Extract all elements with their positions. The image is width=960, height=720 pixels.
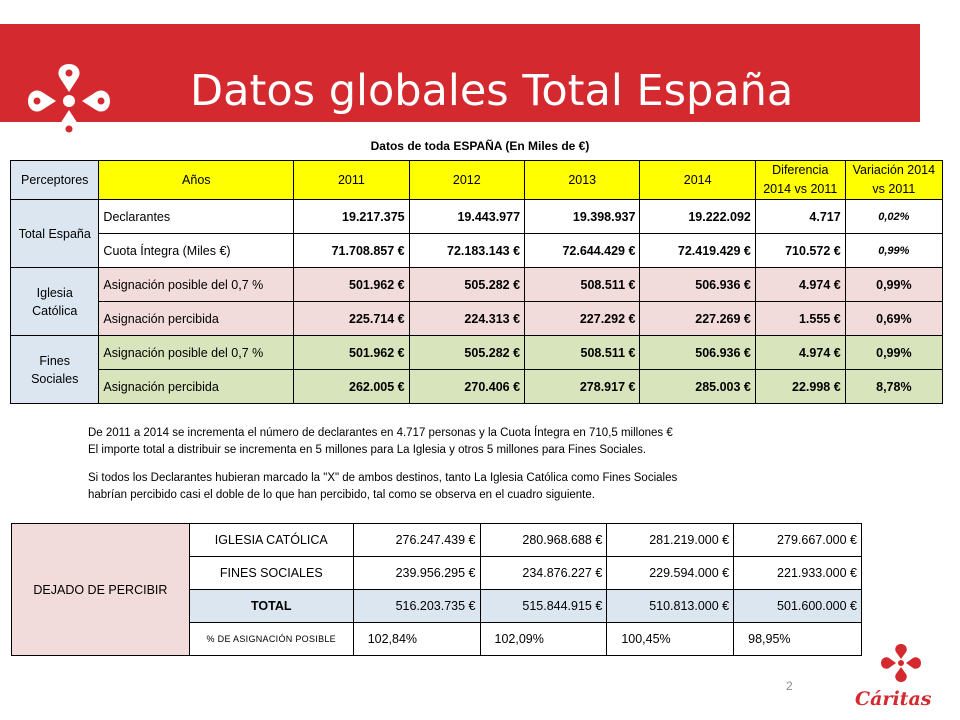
row-label: Asignación percibida bbox=[99, 302, 294, 336]
row-category: TOTAL bbox=[189, 590, 353, 623]
row-category: % DE ASIGNACIÓN POSIBLE bbox=[189, 623, 353, 656]
cell-value: 227.292 € bbox=[525, 302, 640, 336]
cell-diferencia: 4.717 bbox=[755, 200, 845, 234]
paragraph-line: habrían percibido casi el doble de lo que han percibido, tal como se observa en el cuadro siguiente. bbox=[88, 489, 595, 501]
table-row bbox=[11, 302, 943, 336]
cell-variacion: 0,02% bbox=[845, 200, 942, 234]
cell-value: 270.406 € bbox=[409, 370, 524, 404]
cell-value: 72.419.429 € bbox=[640, 234, 755, 268]
cell-value: 19.443.977 bbox=[409, 200, 524, 234]
cell-variacion: 0,99% bbox=[845, 268, 942, 302]
header-perceptores: Perceptores bbox=[11, 161, 99, 200]
table-row bbox=[11, 234, 943, 268]
cell-diferencia: 710.572 € bbox=[755, 234, 845, 268]
cell-value: 225.714 € bbox=[294, 302, 409, 336]
paragraph-line: De 2011 a 2014 se incrementa el número de declarantes en 4.717 personas y la Cuota Íntegra en 710,5 millones € bbox=[88, 427, 673, 439]
group-total-espana: Total España bbox=[11, 200, 99, 268]
cell-value: 285.003 € bbox=[640, 370, 755, 404]
table-row bbox=[11, 336, 943, 370]
cell-value: 501.962 € bbox=[294, 336, 409, 370]
table-header-row bbox=[11, 161, 943, 200]
cell-value: 19.222.092 bbox=[640, 200, 755, 234]
cell-value: 508.511 € bbox=[525, 336, 640, 370]
cell-value: 102,84% bbox=[353, 623, 480, 656]
cell-diferencia: 22.998 € bbox=[755, 370, 845, 404]
group-iglesia-catolica: Iglesia Católica bbox=[11, 268, 99, 336]
cell-diferencia: 4.974 € bbox=[755, 268, 845, 302]
cell-value: 72.644.429 € bbox=[525, 234, 640, 268]
cell-value: 72.183.143 € bbox=[409, 234, 524, 268]
cell-value: 19.398.937 bbox=[525, 200, 640, 234]
page-title: Datos globales Total España bbox=[190, 66, 794, 116]
cell-value: 281.219.000 € bbox=[607, 524, 734, 557]
cell-variacion: 0,99% bbox=[845, 336, 942, 370]
cell-value: 102,09% bbox=[480, 623, 607, 656]
cell-diferencia: 1.555 € bbox=[755, 302, 845, 336]
table-row bbox=[11, 370, 943, 404]
cell-value: 224.313 € bbox=[409, 302, 524, 336]
cell-value: 262.005 € bbox=[294, 370, 409, 404]
cell-value: 516.203.735 € bbox=[353, 590, 480, 623]
paragraph-line: El importe total a distribuir se incrementa en 5 millones para La Iglesia y otros 5 millones para Fines Sociales. bbox=[88, 444, 647, 456]
page-number: 2 bbox=[786, 679, 793, 693]
cell-value: 221.933.000 € bbox=[734, 557, 862, 590]
header-variacion: Variación 2014 vs 2011 bbox=[845, 161, 942, 200]
cell-value: 515.844.915 € bbox=[480, 590, 607, 623]
paragraph-increment bbox=[88, 425, 808, 459]
cell-value: 501.962 € bbox=[294, 268, 409, 302]
paragraph-hypothesis bbox=[88, 470, 808, 504]
cell-value: 276.247.439 € bbox=[353, 524, 480, 557]
cell-diferencia: 4.974 € bbox=[755, 336, 845, 370]
cell-value: 278.917 € bbox=[525, 370, 640, 404]
cell-value: 506.936 € bbox=[640, 336, 755, 370]
cell-value: 505.282 € bbox=[409, 268, 524, 302]
row-label: Declarantes bbox=[99, 200, 294, 234]
row-label: Asignación posible del 0,7 % bbox=[99, 336, 294, 370]
cell-value: 510.813.000 € bbox=[607, 590, 734, 623]
cell-value: 506.936 € bbox=[640, 268, 755, 302]
dejado-de-percibir-label: DEJADO DE PERCIBIR bbox=[12, 524, 190, 656]
cell-value: 234.876.227 € bbox=[480, 557, 607, 590]
cell-variacion: 0,69% bbox=[845, 302, 942, 336]
cell-value: 229.594.000 € bbox=[607, 557, 734, 590]
cell-value: 239.956.295 € bbox=[353, 557, 480, 590]
paragraph-line: Si todos los Declarantes hubieran marcado la "X" de ambos destinos, tanto La Iglesia Católica como Fines Sociales bbox=[88, 472, 678, 484]
header-anios: Años bbox=[99, 161, 294, 200]
table-row bbox=[11, 200, 943, 234]
table-dejado-de-percibir bbox=[11, 523, 862, 656]
cell-value: 508.511 € bbox=[525, 268, 640, 302]
header-2014: 2014 bbox=[640, 161, 755, 200]
row-category: FINES SOCIALES bbox=[189, 557, 353, 590]
group-fines-sociales: Fines Sociales bbox=[11, 336, 99, 404]
cell-value: 100,45% bbox=[607, 623, 734, 656]
cell-value: 280.968.688 € bbox=[480, 524, 607, 557]
row-label: Asignación posible del 0,7 % bbox=[99, 268, 294, 302]
cell-variacion: 8,78% bbox=[845, 370, 942, 404]
cell-value: 227.269 € bbox=[640, 302, 755, 336]
data-table-spain bbox=[10, 160, 943, 404]
row-label: Cuota Íntegra (Miles €) bbox=[99, 234, 294, 268]
row-category: IGLESIA CATÓLICA bbox=[189, 524, 353, 557]
cell-value: 501.600.000 € bbox=[734, 590, 862, 623]
header-2011: 2011 bbox=[294, 161, 409, 200]
caritas-brand-text: Cáritas bbox=[855, 688, 932, 710]
header-2012: 2012 bbox=[409, 161, 524, 200]
header-banner bbox=[0, 24, 920, 122]
table-row bbox=[11, 268, 943, 302]
cell-value: 279.667.000 € bbox=[734, 524, 862, 557]
caritas-cross-logo-icon bbox=[24, 58, 114, 144]
header-2013: 2013 bbox=[525, 161, 640, 200]
cell-variacion: 0,99% bbox=[845, 234, 942, 268]
header-diferencia: Diferencia 2014 vs 2011 bbox=[755, 161, 845, 200]
row-label: Asignación percibida bbox=[99, 370, 294, 404]
cell-value: 98,95% bbox=[734, 623, 862, 656]
table-row bbox=[12, 524, 862, 557]
cell-value: 505.282 € bbox=[409, 336, 524, 370]
cell-value: 71.708.857 € bbox=[294, 234, 409, 268]
table1-caption: Datos de toda ESPAÑA (En Miles de €) bbox=[370, 139, 590, 153]
cell-value: 19.217.375 bbox=[294, 200, 409, 234]
caritas-footer-logo-icon bbox=[876, 643, 926, 683]
